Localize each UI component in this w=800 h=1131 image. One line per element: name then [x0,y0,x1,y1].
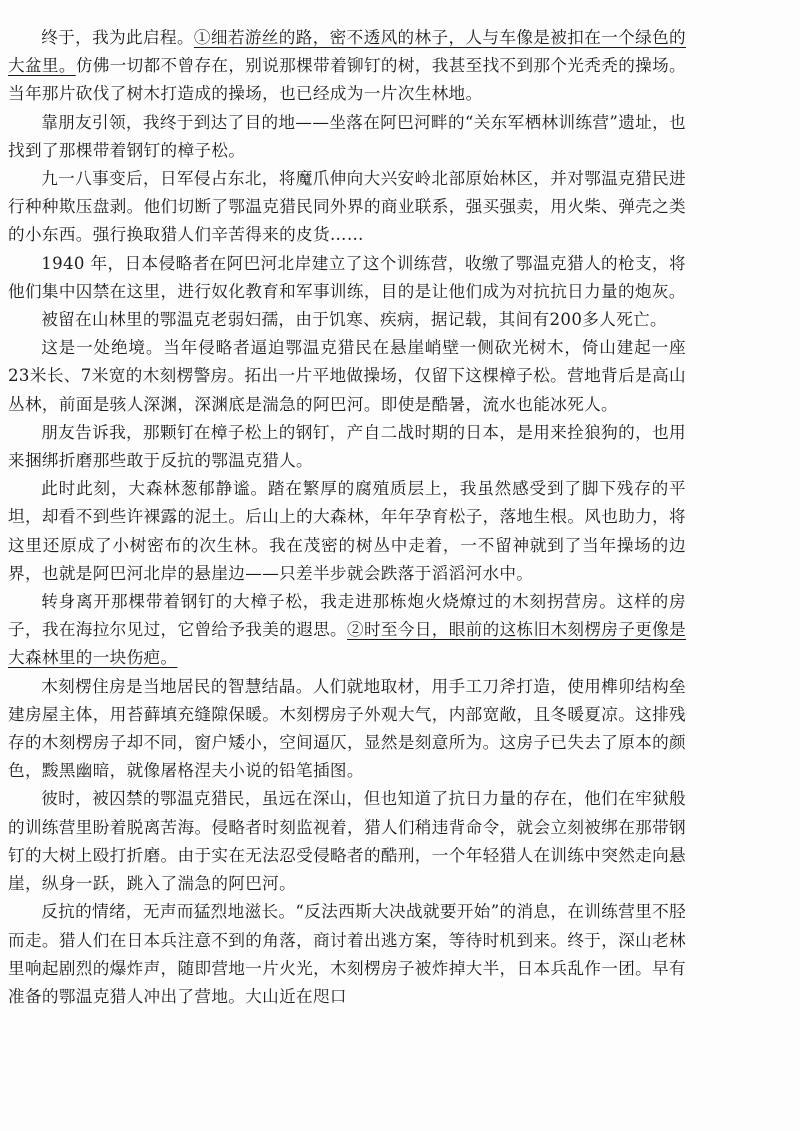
paragraph-1 [8,24,686,109]
article-body [8,24,686,1011]
paragraph-8: 此时此刻，大森林葱郁静谧。踏在繁厚的腐殖质层上，我虽然感受到了脚下残存的平坦，却看不到些许裸露的泥土。后山上的大森林，年年孕育松子，落地生根。风也助力，将这里还原成了小树密布的次生林。我在茂密的树丛中走着，一不留神就到了当年操场的边界，也就是阿巴河北岸的悬崖边——只差半步就会跌落于滔滔河水中。 [8,479,686,583]
underlined-sentence-1: ①细若游丝的路，密不透风的林子，人与车像是被扣在一个绿色的大盆里。 [8,28,686,76]
paragraph-1-tail: 仿佛一切都不曾存在，别说那棵带着铆钉的树，我甚至找不到那个光秃秃的操场。当年那片砍伐了树木打造成的操场，也已经成为一片次生林地。 [8,56,686,104]
paragraph-2: 靠朋友引领，我终于到达了目的地——坐落在阿巴河畔的“关东军栖林训练营”遗址，也找到了那棵带着钢钉的樟子松。 [8,112,686,160]
paragraph-3: 九一八事变后，日军侵占东北，将魔爪伸向大兴安岭北部原始林区，并对鄂温克猎民进行种种欺压盘剥。他们切断了鄂温克猎民同外界的商业联系，强买强卖，用火柴、弹壳之类的小东西。强行换取猎人们辛苦得来的皮货…… [8,169,686,245]
paragraph-4: 1940 年，日本侵略者在阿巴河北岸建立了这个训练营，收缴了鄂温克猎人的枪支，将他们集中囚禁在这里，进行奴化教育和军事训练，目的是让他们成为对抗抗日力量的炮灰。 [8,253,686,301]
paragraph-1-lead: 终于，我为此启程。 [41,28,194,47]
underlined-sentence-2: ②时至今日，眼前的这栋旧木刻楞房子更像是大森林里的一块伤疤。 [8,620,687,668]
paragraph-9 [8,588,686,673]
paragraph-10: 木刻楞住房是当地居民的智慧结晶。人们就地取材，用手工刀斧打造，使用榫卯结构垒建房屋主体，用苔藓填充缝隙保暖。木刻楞房子外观大气，内部宽敞，且冬暖夏凉。这排残存的木刻楞房子却不同，窗户矮小，空间逼仄，显然是刻意所为。这房子已失去了原本的颜色，黢黑幽暗，就像屠格涅夫小说的铅笔插图。 [8,676,686,781]
paragraph-11: 彼时，被囚禁的鄂温克猎民，虽远在深山，但也知道了抗日力量的存在，他们在牢狱般的训练营里盼着脱离苦海。侵略者时刻监视着，猎人们稍违背命令，就会立刻被绑在那带钢钉的大树上殴打折磨。由于实在无法忍受侵略者的酷刑，一个年轻猎人在训练中突然走向悬崖，纵身一跃，跳入了湍急的阿巴河。 [8,789,686,894]
paragraph-5: 被留在山林里的鄂温克老弱妇孺，由于饥寒、疾病，据记载，其间有200多人死亡。 [41,310,667,330]
paragraph-6: 这是一处绝境。当年侵略者逼迫鄂温克猎民在悬崖峭壁一侧砍光树木，倚山建起一座23米长、7米宽的木刻楞警房。拓出一片平地做操场，仅留下这棵樟子松。营地背后是高山丛林，前面是骇人深渊，深渊底是湍急的阿巴河。即使是酷暑，流水也能冰死人。 [8,338,686,414]
paragraph-12: 反抗的情绪，无声而猛烈地滋长。“反法西斯大决战就要开始”的消息，在训练营里不胫而走。猎人们在日本兵注意不到的角落，商讨着出逃方案，等待时机到来。终于，深山老林里响起剧烈的爆炸声，随即营地一片火光，木刻楞房子被炸掉大半，日本兵乱作一团。早有准备的鄂温克猎人冲出了营地。大山近在咫口 [8,902,686,1006]
paragraph-7: 朋友告诉我，那颗钉在樟子松上的钢钉，产自二战时期的日本，是用来拴狼狗的，也用来捆绑折磨那些敢于反抗的鄂温克猎人。 [8,422,686,471]
paragraph-9-lead: 转身离开那棵带着钢钉的大樟子松，我走进那栋炮火烧燎过的木刻拐营房。这样的房子，我在海拉尔见过，它曾给予我美的遐思。 [8,592,686,640]
